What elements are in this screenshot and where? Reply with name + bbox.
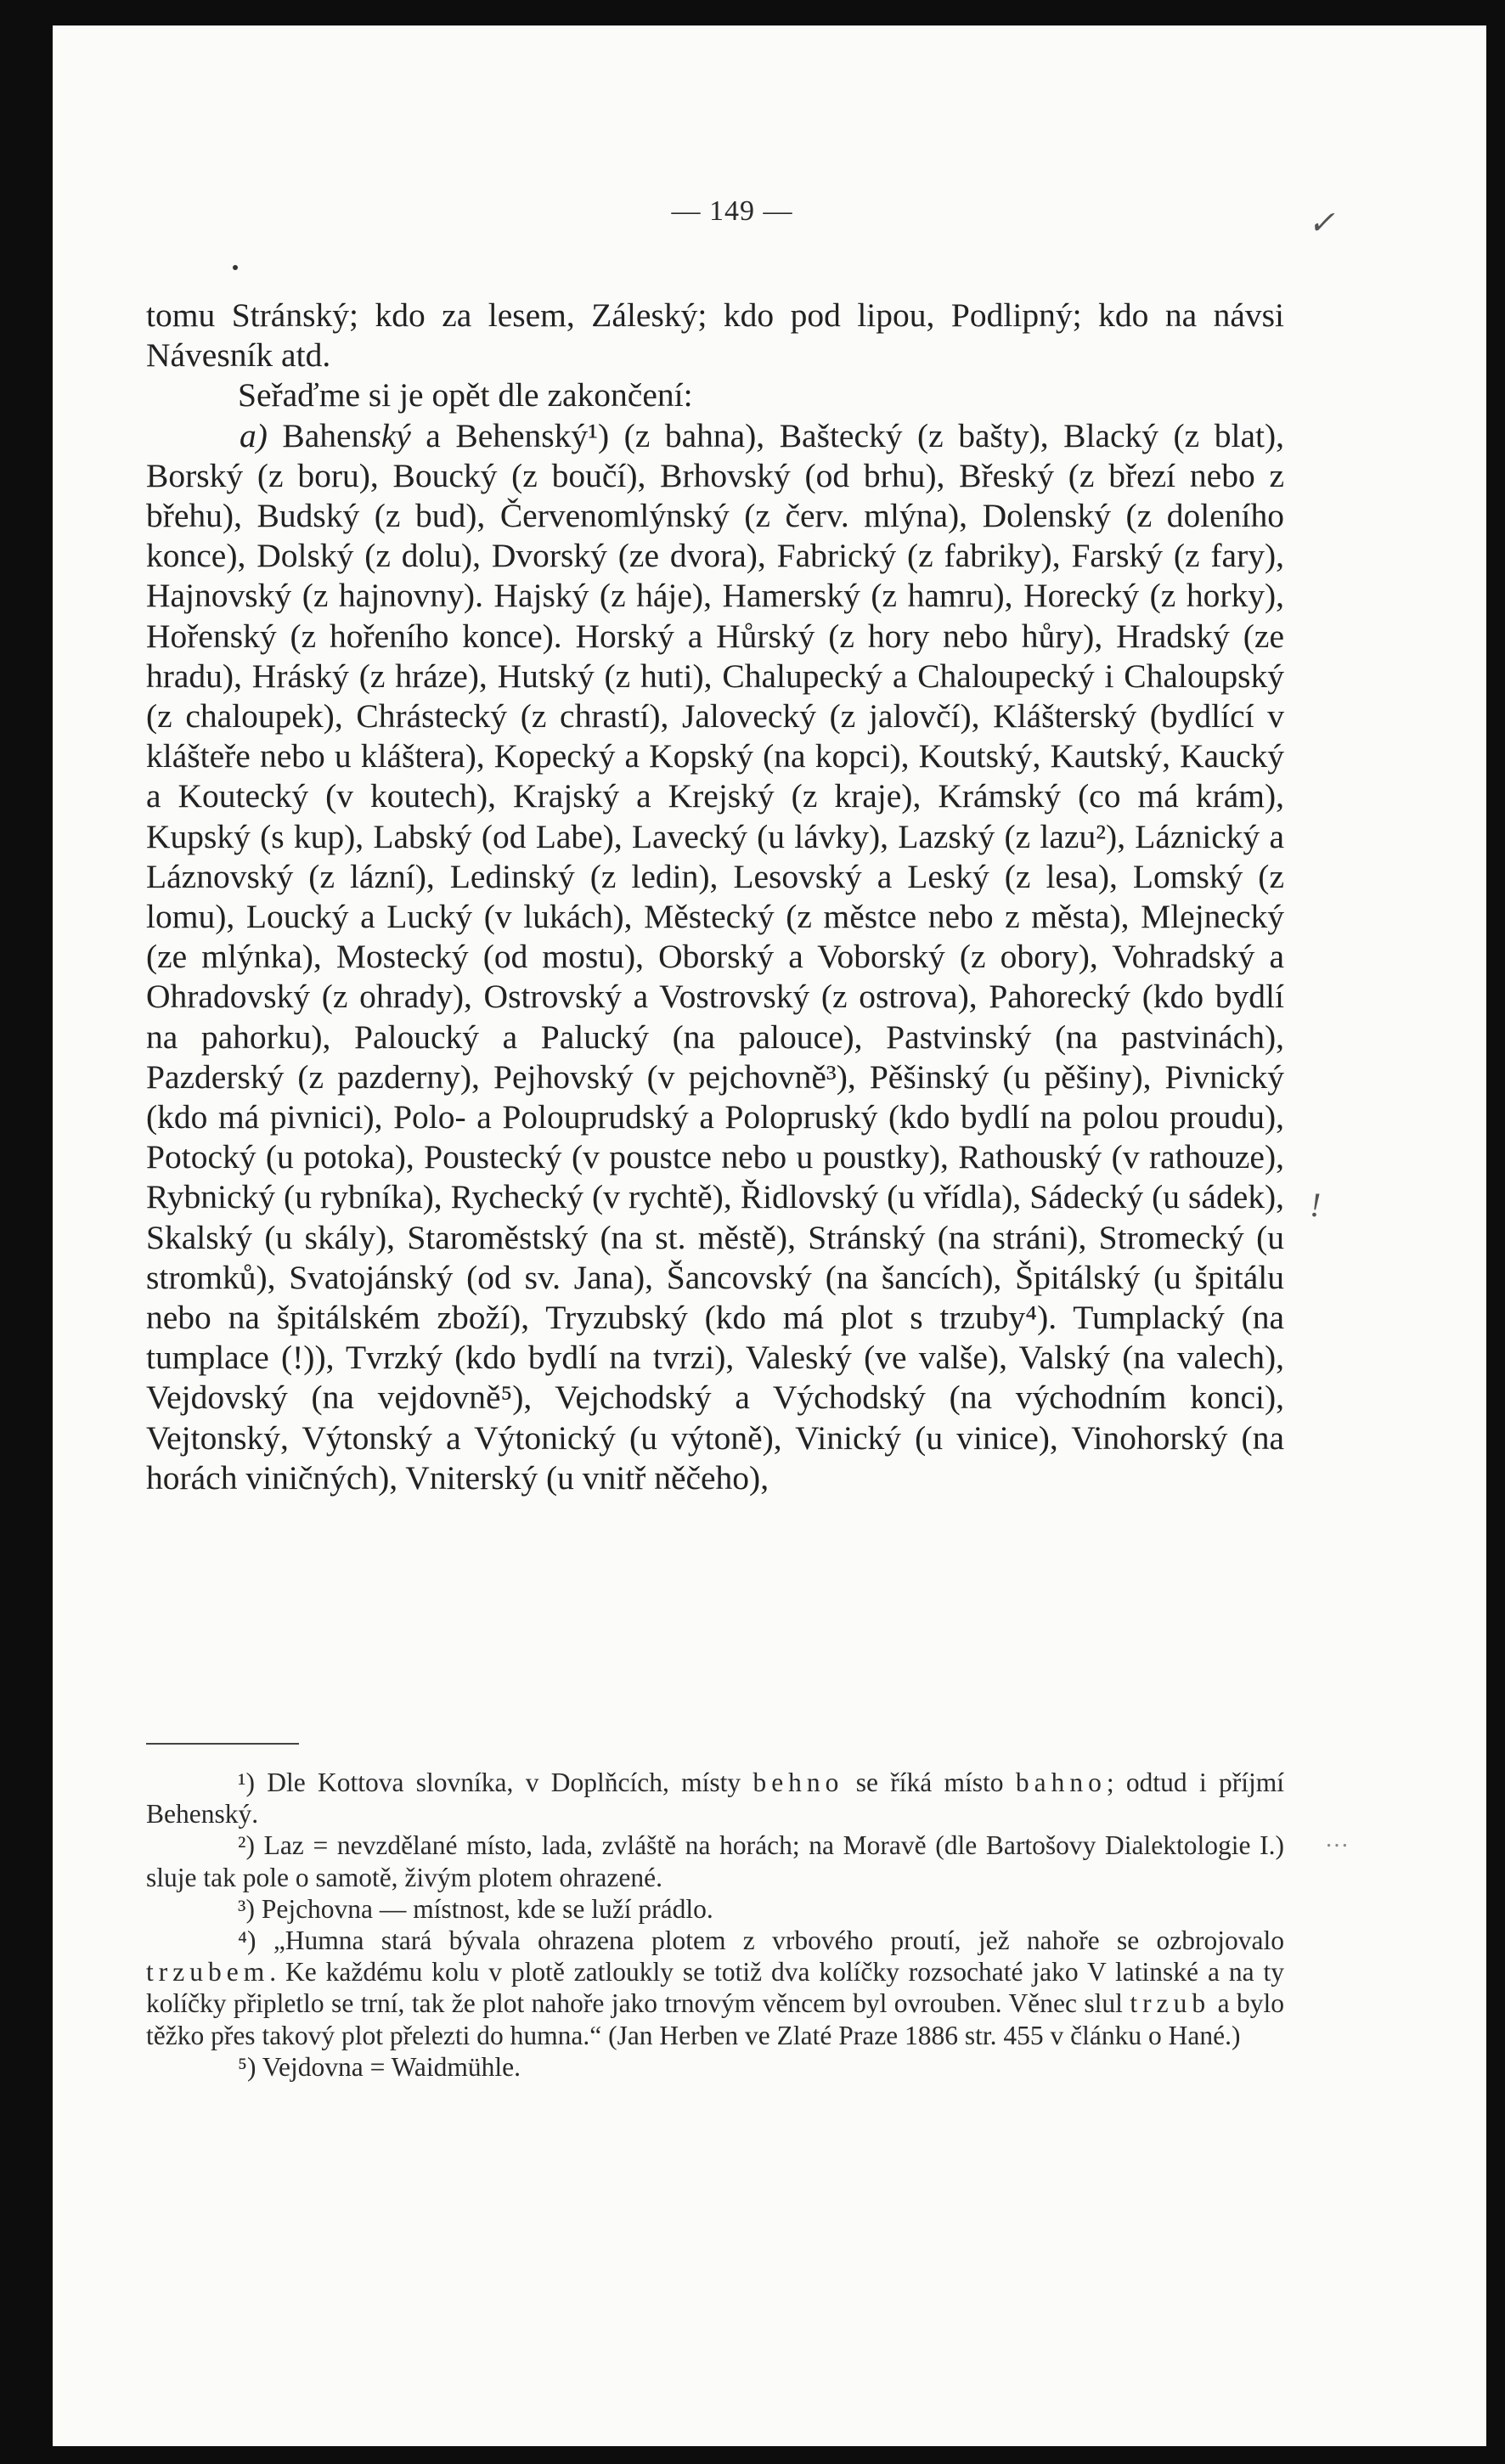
margin-exclamation: ! <box>1310 1186 1322 1224</box>
footnotes <box>146 1767 1284 2083</box>
intro-paragraph: tomu Stránský; kdo za lesem, Záleský; kdo pod lipou, Podlipný; kdo na návsi Návesník atd. <box>146 296 1284 375</box>
item-emphasis: ský <box>368 416 411 454</box>
footnote-rule <box>146 1743 299 1745</box>
footnote-spaced-word: trzub <box>1130 1988 1211 2019</box>
footnote-spaced-word: behno <box>752 1768 844 1797</box>
footnote-5 <box>146 2051 1284 2083</box>
footnote-mark: ³) <box>238 1893 255 1924</box>
item-text-rest: a Behenský¹) (z bahna), Baštecký (z bašty), Blacký (z blat), Borský (z boru), Boucký (z boučí), Brhovský (od brhu), Břeský (z březí nebo z břehu), Budský (z bud), Červenomlýnský (z červ. mlýna), Dolenský (z doleního konce), Dolský (z dolu), Dvorský (ze dvora), Fabrický (z fabriky), Farský (z fary), Hajnovský (z hajnovny). Hajský (z háje), Hamerský (z hamru), Horecký (z horky), Hořenský (z hořeního konce). Horský a Hůrský (z hory nebo hůry), Hradský (ze hradu), Hráský (z hráze), Hutský (z huti), Chalupecký a Chaloupecký i Chaloupský (z chaloupek), Chrástecký (z chrastí), Jalovecký (z jalovčí), Klášterský (bydlící v klášteře nebo u kláštera), Kopecký a Kopský (na kopci), Koutský, Kautský, Kaucký a Koutecký (v koutech), Krajský a Krejský (z kraje), Krámský (co má krám), Kupský (s kup), Labský (od Labe), Lavecký (u lávky), Lazský (z lazu²), Láznický a Láznovský (z lázní), Ledinský (z ledin), Lesovský a Leský (z lesa), Lomský (z lomu), Loucký a Lucký (v lukách), Městecký (z městce nebo z města), Mlejnecký (ze mlýnka), Mostecký (od mostu), Oborský a Voborský (z obory), Vohradský a Ohradovský (z ohrady), Ostrovský a Vostrovský (z ostrova), Pahorecký (kdo bydlí na pahorku), Paloucký a Palucký (na palouce), Pastvinský (na pastvinách), Pazderský (z pazderny), Pejhovský (v pejchovně³), Pěšinský (u pěšiny), Pivnický (kdo má pivnici), Polo- a Polouprudský a Polopruský (kdo bydlí na polou proudu), Potocký (u potoka), Poustecký (v poustce nebo u poustky), Rathouský (v rathouze), Rybnický (u rybníka), Rychecký (v rychtě), Řidlovský (u vřídla), Sádecký (u sádek), Skalský (u skály), Staroměstský (na st. městě), Stránský (na stráni), Stromecký (u stromků), Svatojánský (od sv. Jana), Šancovský (na šancích), Špitálský (u špitálu nebo na špitálském zboží), Tryzubský (kdo má plot s trzuby⁴). Tumplacký (na tumplace (!)), Tvrzký (kdo bydlí na tvrzi), Valeský (ve valše), Valský (na valech), Vejdovský (na vejdovně⁵), Vejchodský a Východský (na východním konci), Vejtonský, Výtonský a Výtonický (u výtoně), Vinický (u vinice), Vinohorský (na horách viničných), Vniterský (u vnitř něčeho), <box>146 416 1284 1497</box>
footnote-text: Laz = nevzdělané místo, lada, zvláště na horách; na Moravě (dle Bartošovy Dialektologie I.) slujе tak pole o samotě, živým plotem ohrazené. <box>146 1830 1284 1892</box>
margin-check-mark: ✓ <box>1308 206 1335 241</box>
item-text-start: Bahen <box>267 416 369 454</box>
footnote-4 <box>146 1925 1284 2051</box>
footnote-2 <box>146 1830 1284 1892</box>
footnote-text: Pejchovna — místnost, kde se luží prádlo. <box>254 1893 713 1924</box>
footnote-mark: ¹) <box>238 1768 255 1797</box>
surname-list-a <box>146 416 1284 1498</box>
footnote-text: Dle Kottova slovníka, v Doplňcích, místy <box>254 1768 753 1797</box>
sort-line: Seřaďme si je opět dle zakončení: <box>238 376 693 414</box>
margin-pencil-note: … <box>1327 1826 1348 1852</box>
footnote-mark: ²) <box>238 1830 255 1861</box>
footnote-1 <box>146 1767 1284 1830</box>
footnote-mark: ⁴) <box>238 1926 256 1956</box>
footnote-3 <box>146 1893 1284 1925</box>
body-text <box>146 296 1284 1498</box>
footnote-text: „Humna stará bývala ohrazena plotem z vrbového proutí, jež nahoře se ozbrojovalo <box>256 1926 1284 1956</box>
footnote-text: ; odtud i příjmí Behenský. <box>146 1768 1284 1830</box>
footnote-mark: ⁵) <box>238 2051 256 2082</box>
ink-dot <box>233 265 238 270</box>
footnote-text: Vejdovna = Waidmühle. <box>256 2051 521 2082</box>
footnote-text: . Ke každému kolu v plotě zatloukly se totiž dva kolíčky rozsochaté jako V latinské a na ty kolíčky připletlo se trní, tak že plot nahoře jako trnovým věncem byl ovroubеn. Věnec slul <box>146 1957 1284 2019</box>
item-label: a) <box>240 416 268 454</box>
footnote-text: se říká místo <box>843 1768 1016 1797</box>
footnote-spaced-word: trzubem <box>146 1957 270 1988</box>
page-number: — 149 — <box>671 195 793 227</box>
footnote-text: a bylo těžko přes takový plot přelezti do humna.“ (Jan Herben ve Zlaté Praze 1886 str. 455 v článku o Hané.) <box>146 1988 1285 2050</box>
footnote-spaced-word: bahno <box>1015 1768 1107 1797</box>
page-sheet <box>53 25 1486 2446</box>
